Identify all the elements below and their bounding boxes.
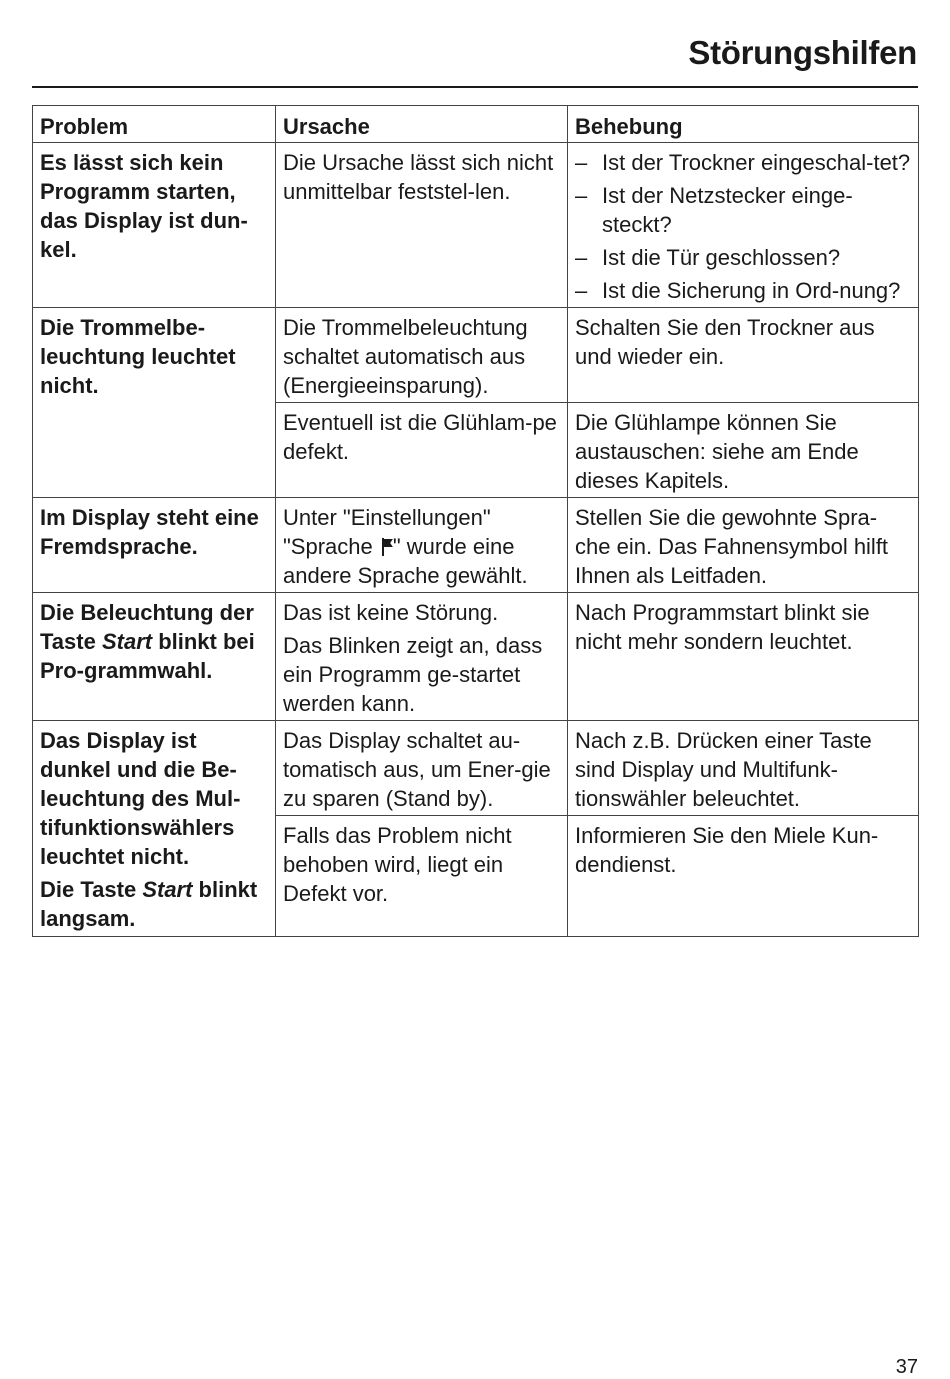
problem-text (40, 875, 269, 933)
cause-text: Unter "Einstellungen" "Sprache (283, 505, 491, 559)
table-row (33, 721, 919, 816)
remedy-cell: Die Glühlampe können Sie austauschen: siehe am Ende dieses Kapitels. (568, 403, 919, 498)
table-row (33, 498, 919, 593)
remedy-cell: Informieren Sie den Miele Kun-dendienst. (568, 816, 919, 937)
flag-icon (381, 538, 393, 556)
table-row (33, 593, 919, 721)
cause-text: Das ist keine Störung. (283, 600, 499, 625)
title-divider (32, 86, 918, 88)
page-title: Störungshilfen (688, 34, 917, 71)
list-item: – Ist die Sicherung in Ord-nung? (575, 276, 912, 305)
problem-text: blinkt langsam. (40, 877, 258, 931)
column-header-remedy: Behebung (568, 106, 919, 143)
troubleshooting-table (32, 105, 919, 937)
problem-text: Die Taste (40, 877, 143, 902)
cause-cell (276, 593, 568, 721)
problem-cell (33, 721, 276, 937)
table-row (33, 308, 919, 403)
table-header-row (33, 106, 919, 143)
remedy-cell: Nach z.B. Drücken einer Taste sind Display und Multifunk-tionswähler beleuchtet. (568, 721, 919, 816)
remedy-list (575, 148, 912, 305)
key-label-start: Start (101, 629, 153, 654)
problem-text: Die Beleuchtung der Taste (40, 600, 254, 654)
remedy-cell: Stellen Sie die gewohnte Spra-che ein. Das Fahnensymbol hilft Ihnen als Leitfaden. (568, 498, 919, 593)
list-item: – Ist die Tür geschlossen? (575, 243, 912, 272)
cause-cell (276, 498, 568, 593)
column-header-problem: Problem (33, 106, 276, 143)
remedy-cell (568, 143, 919, 308)
cause-cell: Die Trommelbeleuchtung schaltet automatisch aus (Energieeinsparung). (276, 308, 568, 403)
problem-text: Das Display ist dunkel und die Be-leuchtung des Mul-tifunktionswählers leuchtet nicht. (40, 728, 241, 869)
problem-cell: Die Trommelbe-leuchtung leuchtet nicht. (33, 308, 276, 498)
problem-cell (33, 593, 276, 721)
remedy-cell: Schalten Sie den Trockner aus und wieder ein. (568, 308, 919, 403)
problem-text: blinkt bei Pro-grammwahl. (40, 629, 255, 683)
key-label-start: Start (142, 877, 193, 902)
list-item: – Ist der Netzstecker einge-steckt? (575, 181, 912, 239)
cause-cell: Das Display schaltet au-tomatisch aus, um Ener-gie zu sparen (Stand by). (276, 721, 568, 816)
cause-cell: Falls das Problem nicht behoben wird, liegt ein Defekt vor. (276, 816, 568, 937)
page-number: 37 (895, 1356, 918, 1378)
problem-cell: Im Display steht eine Fremdsprache. (33, 498, 276, 593)
cause-cell: Eventuell ist die Glühlam-pe defekt. (276, 403, 568, 498)
column-header-cause: Ursache (276, 106, 568, 143)
list-item: – Ist der Trockner eingeschal-tet? (575, 148, 912, 177)
cause-text: " wurde eine andere Sprache gewählt. (283, 534, 528, 588)
remedy-cell: Nach Programmstart blinkt sie nicht mehr sondern leuchtet. (568, 593, 919, 721)
problem-cell: Es lässt sich kein Programm starten, das Display ist dun-kel. (33, 143, 276, 308)
cause-text: Das Blinken zeigt an, dass ein Programm ge-startet werden kann. (283, 633, 543, 716)
cause-cell: Die Ursache lässt sich nicht unmittelbar feststel-len. (276, 143, 568, 308)
table-row (33, 143, 919, 308)
